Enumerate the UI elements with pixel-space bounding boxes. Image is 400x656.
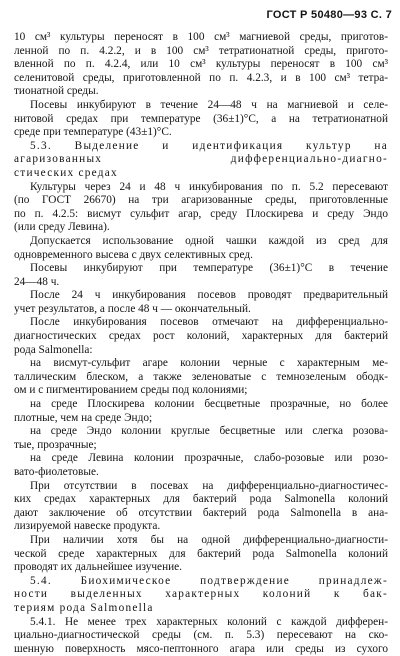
text-line: териям рода Salmonella bbox=[14, 601, 154, 614]
text-line: вленной по п. 4.2.4, или 10 см³ культуры переносят в 100 см³ bbox=[14, 58, 388, 71]
paragraph-prelim bbox=[14, 289, 388, 316]
paragraph-ploskirev bbox=[14, 398, 388, 425]
text-line: на среде Эндо колонии круглые бесцветные или слегка розова- bbox=[30, 425, 388, 438]
paragraph-5-4-1 bbox=[14, 616, 388, 656]
text-line: нитовой средах при температуре (36±1)°С, а на тетратионатной bbox=[14, 112, 388, 125]
text-line: ческой среде характерных для бактерий рода Salmonella колоний bbox=[14, 547, 388, 560]
paragraph-bismuth bbox=[14, 357, 388, 398]
paragraph-temp bbox=[14, 262, 388, 289]
text-line: на среде Левина колонии прозрачные, слабо-розовые или розо- bbox=[30, 452, 388, 465]
text-line: тые, прозрачные; bbox=[14, 438, 97, 451]
paragraph-incubation bbox=[14, 99, 388, 140]
text-line: на среде Плоскирева колонии бесцветные прозрачные, но более bbox=[30, 398, 388, 411]
document-body bbox=[14, 31, 388, 656]
text-line: 24—48 ч. bbox=[14, 275, 60, 288]
paragraph-presence bbox=[14, 534, 388, 575]
text-line: Допускается использование одной чашки каждой из сред для bbox=[30, 234, 388, 247]
text-line: селенитовой среды, приготовленной по п. 4.2.3, и в 100 см³ тетра- bbox=[14, 71, 388, 84]
running-header: ГОСТ Р 50480—93 С. 7 bbox=[266, 9, 392, 21]
text-line: тионатной среды. bbox=[14, 85, 99, 98]
text-line: ленной по п. 4.2.2, и в 100 см³ тетратионатной среды, пригото- bbox=[14, 44, 388, 57]
text-line: дают заключение об отсутствии бактерий рода Salmonella в ана- bbox=[14, 506, 388, 519]
text-line: Посевы инкубируют в течение 24—48 ч на магниевой и селе- bbox=[30, 98, 388, 111]
text-line: таллическим блеском, а также зеленоватые с темнозеленым ободк- bbox=[14, 370, 388, 383]
text-line: шенную поверхность мясо-пептонного агара или среды из сухого bbox=[14, 642, 388, 655]
paragraph-after bbox=[14, 316, 388, 357]
paragraph-5-3-heading bbox=[14, 140, 388, 181]
text-line: лизируемой навеске продукта. bbox=[14, 520, 161, 533]
text-line: После 24 ч инкубирования посевов проводят предварительный bbox=[30, 289, 388, 302]
text-line: агаризованных дифференциально-диагно- bbox=[14, 153, 388, 166]
text-line: рода Salmonella: bbox=[14, 343, 93, 356]
paragraph-5-4-heading bbox=[14, 575, 388, 616]
text-line: диагностических средах рост колоний, характерных для бактерий bbox=[14, 330, 388, 343]
text-line: циально-диагностической среды (см. п. 5.3) пересевают на ско- bbox=[14, 629, 388, 642]
text-line: по п. 4.2.5: висмут сульфит агар, среду Плоскирева и среду Эндо bbox=[14, 207, 388, 220]
text-line: 10 см³ культуры переносят в 100 см³ магниевой среды, приготов- bbox=[14, 31, 388, 43]
text-line: ких средах характерных для бактерий рода Salmonella колоний bbox=[14, 493, 388, 506]
text-line: При отсутствии в посевах на дифференциально-диагностичес- bbox=[30, 479, 388, 492]
text-line: проводят их дальнейшее изучение. bbox=[14, 561, 182, 574]
text-line: ом и с пигментированием среды под колониями; bbox=[14, 384, 248, 397]
text-line: на висмут-сульфит агаре колонии черные с характерным ме- bbox=[30, 357, 388, 370]
paragraph-endo bbox=[14, 425, 388, 452]
paragraph-levin bbox=[14, 452, 388, 479]
text-line: Культуры через 24 и 48 ч инкубирования по п. 5.2 пересевают bbox=[30, 180, 388, 193]
text-line: 5.4. Биохимическое подтверждение принадлеж- bbox=[30, 574, 388, 587]
text-line: плотные, чем на среде Эндо; bbox=[14, 411, 153, 424]
text-line: вато-фиолетовые. bbox=[14, 466, 99, 478]
text-line: 5.3. Выделение и идентификация культур на bbox=[30, 139, 388, 152]
text-line: Посевы инкубируют при температуре (36±1)°С в течение bbox=[30, 262, 388, 275]
paragraph-intro bbox=[14, 31, 388, 99]
text-line: среде при температуре (43±1)°С. bbox=[14, 126, 172, 139]
paragraph-absence bbox=[14, 480, 388, 534]
text-line: ности выделенных характерных колоний к бак- bbox=[14, 588, 388, 601]
paragraph-5-3-text bbox=[14, 181, 388, 235]
text-line: После инкубирования посевов отмечают на дифференциально- bbox=[30, 316, 388, 329]
text-line: (или среду Левина). bbox=[14, 221, 110, 234]
text-line: (по ГОСТ 26670) на три агаризованные среды, приготовленные bbox=[14, 194, 388, 207]
text-line: учет результатов, а после 48 ч — окончательный. bbox=[14, 302, 251, 315]
text-line: 5.4.1. Не менее трех характерных колоний с каждой дифферен- bbox=[30, 615, 388, 628]
text-line: одновременного высева с двух селективных сред. bbox=[14, 248, 253, 261]
text-line: При наличии хотя бы на одной дифференциально-диагности- bbox=[30, 533, 388, 546]
text-line: стических средах bbox=[14, 166, 118, 179]
paragraph-one-dish bbox=[14, 235, 388, 262]
